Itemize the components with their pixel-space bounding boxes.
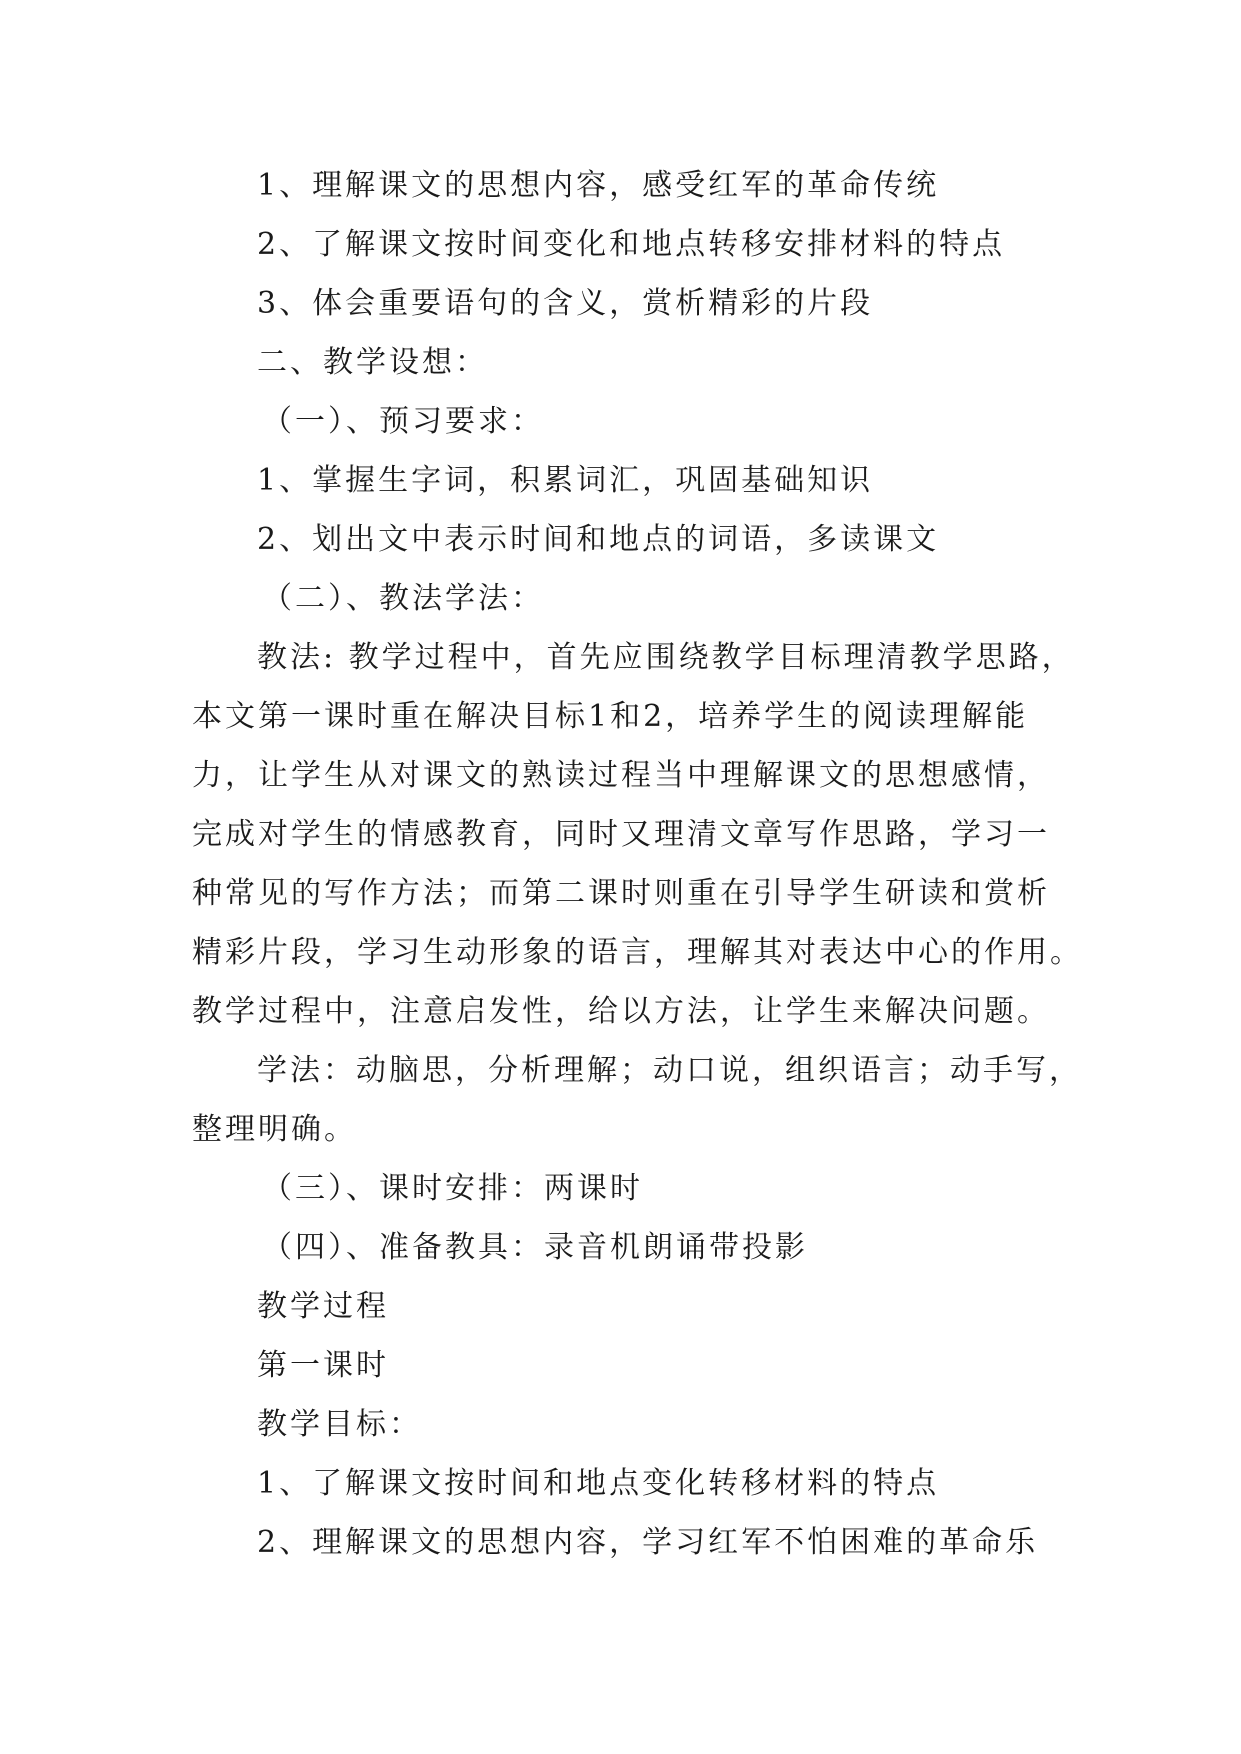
learning-method-line-1: 学法：动脑思，分析理解；动口说，组织语言；动手写， — [257, 1053, 1082, 1088]
subsection-heading-materials: （四）、准备教具：录音机朗诵带投影 — [262, 1230, 808, 1265]
heading-teaching-process: 教学过程 — [257, 1289, 389, 1324]
learning-method-line-2: 整理明确。 — [192, 1112, 357, 1147]
objective-line-1: 1、理解课文的思想内容，感受红军的革命传统 — [257, 168, 940, 203]
objective-line-2: 2、了解课文按时间变化和地点转移安排材料的特点 — [257, 227, 1006, 262]
teaching-method-paragraph-line-3: 力，让学生从对课文的熟读过程当中理解课文的思想感情， — [192, 758, 1050, 793]
lesson-objective-1: 1、了解课文按时间和地点变化转移材料的特点 — [257, 1466, 940, 1501]
heading-first-lesson: 第一课时 — [257, 1348, 389, 1383]
subsection-heading-preview: （一）、预习要求： — [262, 404, 544, 439]
objective-line-3: 3、体会重要语句的含义，赏析精彩的片段 — [257, 286, 874, 321]
teaching-method-paragraph-line-4: 完成对学生的情感教育，同时又理清文章写作思路，学习一 — [192, 817, 1050, 852]
subsection-heading-schedule: （三）、课时安排：两课时 — [262, 1171, 643, 1206]
teaching-method-paragraph-line-2: 本文第一课时重在解决目标1和2，培养学生的阅读理解能 — [192, 699, 1029, 734]
teaching-method-paragraph-line-7: 教学过程中，注意启发性，给以方法，让学生来解决问题。 — [192, 994, 1050, 1029]
teaching-method-paragraph-line-6: 精彩片段，学习生动形象的语言，理解其对表达中心的作用。 — [192, 935, 1083, 970]
teaching-method-paragraph-line-1: 教法: 教学过程中，首先应围绕教学目标理清教学思路， — [257, 640, 1075, 675]
subsection-heading-methods: （二）、教法学法： — [262, 581, 544, 616]
teaching-method-paragraph-line-5: 种常见的写作方法；而第二课时则重在引导学生研读和赏析 — [192, 876, 1050, 911]
heading-teaching-objectives: 教学目标： — [257, 1407, 422, 1442]
preview-item-2: 2、划出文中表示时间和地点的词语，多读课文 — [257, 522, 940, 557]
lesson-objective-2: 2、理解课文的思想内容，学习红军不怕困难的革命乐 — [257, 1525, 1039, 1560]
preview-item-1: 1、掌握生字词，积累词汇，巩固基础知识 — [257, 463, 874, 498]
section-heading-teaching-design: 二、教学设想： — [257, 345, 488, 380]
